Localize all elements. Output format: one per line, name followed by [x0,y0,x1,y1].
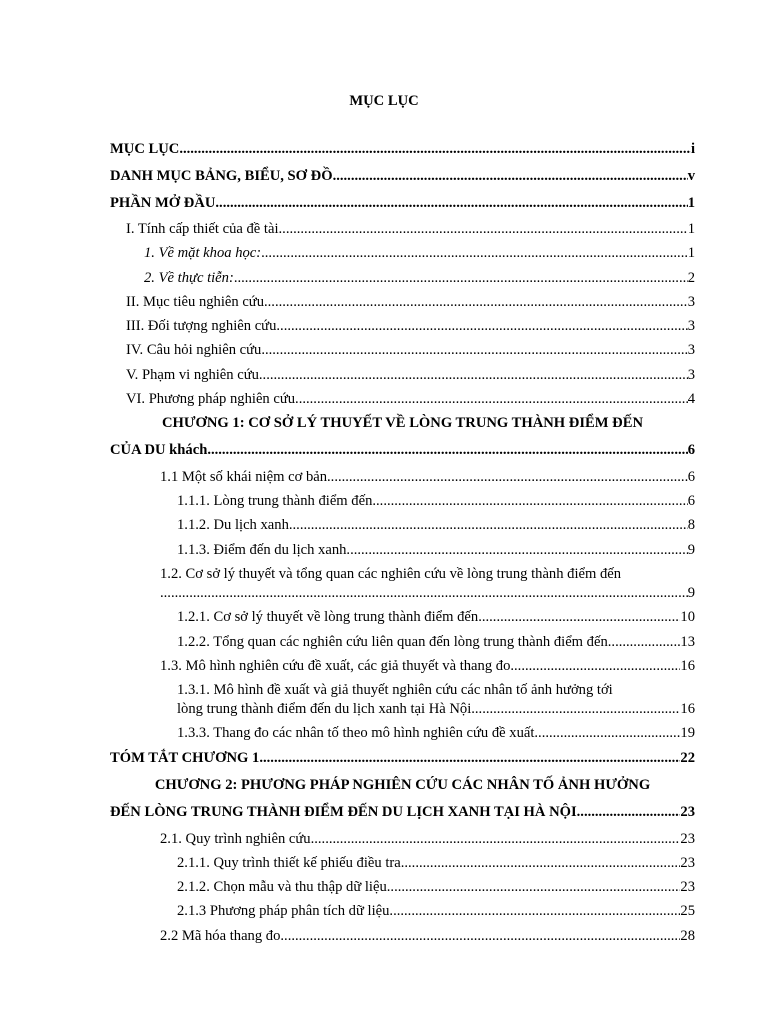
leader-dots [215,193,687,213]
entry-page: 22 [680,750,695,766]
entry-page: 3 [687,342,695,358]
toc-entry-first-line[interactable]: 1.2. Cơ sở lý thuyết và tổng quan các nghiên cứu về lòng trung thành điểm đến [160,566,622,582]
toc-entry-first-line[interactable]: 1.3.1. Mô hình đề xuất và giả thuyết nghiên cứu các nhân tố ảnh hưởng tới [177,682,613,698]
toc-entry[interactable] [160,583,695,603]
entry-page: 1 [687,245,695,261]
leader-dots [264,292,688,312]
toc-entry[interactable] [110,440,695,460]
entry-page: 6 [687,493,695,509]
leader-dots [160,583,688,603]
entry-label: 1.1 Một số khái niệm cơ bản [160,469,328,485]
entry-page: 4 [687,391,695,407]
entry-label: 1.1.3. Điểm đến du lịch xanh [177,542,347,558]
leader-dots [389,901,680,921]
toc-entry[interactable] [126,316,695,336]
toc-entry[interactable] [110,166,695,186]
toc-entry[interactable] [177,540,695,560]
entry-label: TÓM TẮT CHƯƠNG 1 [110,750,260,766]
leader-dots [608,632,681,652]
leader-dots [311,829,681,849]
toc-entry[interactable] [144,268,695,288]
entry-page: v [687,168,695,184]
leader-dots [280,926,680,946]
toc-entry[interactable] [110,748,695,768]
entry-page: i [690,141,695,157]
entry-label: 1.3.3. Thang đo các nhân tố theo mô hình nghiên cứu đề xuất [177,725,535,741]
toc-entry[interactable] [160,467,695,487]
leader-dots [295,389,688,409]
toc-entry[interactable] [110,193,695,213]
entry-page: 10 [680,609,695,625]
toc-entry[interactable] [126,365,695,385]
entry-label: 2.1.3 Phương pháp phân tích dữ liệu [177,903,390,919]
entry-page: 16 [680,701,695,717]
entry-label: 1. Về mặt khoa học: [144,245,262,261]
toc-entry[interactable] [177,607,695,627]
toc-entry[interactable] [177,515,695,535]
leader-dots [387,877,681,897]
entry-page: 23 [680,879,695,895]
toc-entry[interactable] [177,853,695,873]
entry-label: 2.1. Quy trình nghiên cứu [160,831,311,847]
leader-dots [279,219,688,239]
entry-label: 2.1.2. Chọn mẫu và thu thập dữ liệu [177,879,387,895]
leader-dots [179,139,691,159]
entry-page: 23 [680,831,695,847]
leader-dots [510,656,680,676]
leader-dots [401,853,681,873]
entry-page: 3 [687,318,695,334]
entry-page: 16 [680,658,695,674]
entry-label: 1.2.1. Cơ sở lý thuyết về lòng trung thành điểm đến [177,609,479,625]
entry-page: 3 [687,367,695,383]
leader-dots [478,607,680,627]
entry-label: VI. Phương pháp nghiên cứu [126,391,296,407]
leader-dots [471,699,680,719]
entry-label: III. Đối tượng nghiên cứu [126,318,277,334]
entry-label: IV. Câu hỏi nghiên cứu [126,342,262,358]
leader-dots [372,491,687,511]
toc-entry[interactable] [160,656,695,676]
entry-page: 6 [687,442,695,458]
entry-label: 1.1.2. Du lịch xanh [177,517,289,533]
leader-dots [327,467,688,487]
entry-page: 1 [687,221,695,237]
entry-page: 6 [687,469,695,485]
entry-page: 23 [680,804,695,820]
leader-dots [234,268,688,288]
entry-page: 19 [680,725,695,741]
toc-entry[interactable] [126,389,695,409]
toc-entry[interactable] [177,723,695,743]
entry-page: 8 [687,517,695,533]
leader-dots [259,748,680,768]
entry-label: ĐẾN LÒNG TRUNG THÀNH ĐIỂM ĐẾN DU LỊCH XANH TẠI HÀ NỘI [110,804,577,820]
toc-entry[interactable] [160,926,695,946]
entry-page: 9 [687,542,695,558]
toc-entry[interactable] [177,877,695,897]
toc-entry[interactable] [126,292,695,312]
leader-dots [259,365,688,385]
toc-entry[interactable] [126,219,695,239]
entry-page: 13 [680,634,695,650]
toc-entry[interactable] [160,829,695,849]
entry-label: 2.2 Mã hóa thang đo [160,928,281,944]
entry-label: 2.1.1. Quy trình thiết kế phiếu điều tra [177,855,401,871]
toc-entry[interactable] [177,632,695,652]
entry-label: lòng trung thành điểm đến du lịch xanh tại Hà Nội [177,701,472,717]
page-title: MỤC LỤC [349,93,419,109]
toc-entry[interactable] [110,802,695,822]
entry-label: MỤC LỤC [110,141,180,157]
entry-label: DANH MỤC BẢNG, BIỂU, SƠ ĐỒ [110,168,333,184]
leader-dots [261,340,687,360]
toc-entry[interactable] [177,699,695,719]
entry-label: 1.2.2. Tổng quan các nghiên cứu liên quan đến lòng trung thành điểm đến [177,634,608,650]
entry-page: 23 [680,855,695,871]
entry-label: 1.3. Mô hình nghiên cứu đề xuất, các giả thuyết và thang đo [160,658,511,674]
toc-entry[interactable] [177,901,695,921]
entry-label: 1.1.1. Lòng trung thành điểm đến [177,493,373,509]
toc-entry[interactable] [144,243,695,263]
toc-entry[interactable] [177,491,695,511]
entry-label: PHẦN MỞ ĐẦU [110,195,216,211]
leader-dots [261,243,688,263]
leader-dots [346,540,687,560]
entry-label: II. Mục tiêu nghiên cứu [126,294,264,310]
chapter-heading-line[interactable]: CHƯƠNG 2: PHƯƠNG PHÁP NGHIÊN CỨU CÁC NHÂN TỐ ẢNH HƯỞNG [154,777,651,793]
leader-dots [333,166,688,186]
entry-page: 2 [687,270,695,286]
entry-page: 9 [687,585,695,601]
entry-label: I. Tính cấp thiết của đề tài [126,221,279,237]
toc-entry[interactable] [126,340,695,360]
leader-dots [289,515,688,535]
entry-page: 1 [687,195,695,211]
chapter-heading-line[interactable]: CHƯƠNG 1: CƠ SỞ LÝ THUYẾT VỀ LÒNG TRUNG THÀNH ĐIỂM ĐẾN [162,415,643,431]
entry-page: 3 [687,294,695,310]
entry-label: CỦA DU khách [110,442,208,458]
entry-page: 25 [680,903,695,919]
entry-page: 28 [680,928,695,944]
leader-dots [534,723,680,743]
entry-label: V. Phạm vi nghiên cứu [126,367,259,383]
toc-entry[interactable] [110,139,695,159]
leader-dots [577,802,681,822]
leader-dots [207,440,687,460]
leader-dots [276,316,687,336]
entry-label: 2. Về thực tiễn: [144,270,234,286]
